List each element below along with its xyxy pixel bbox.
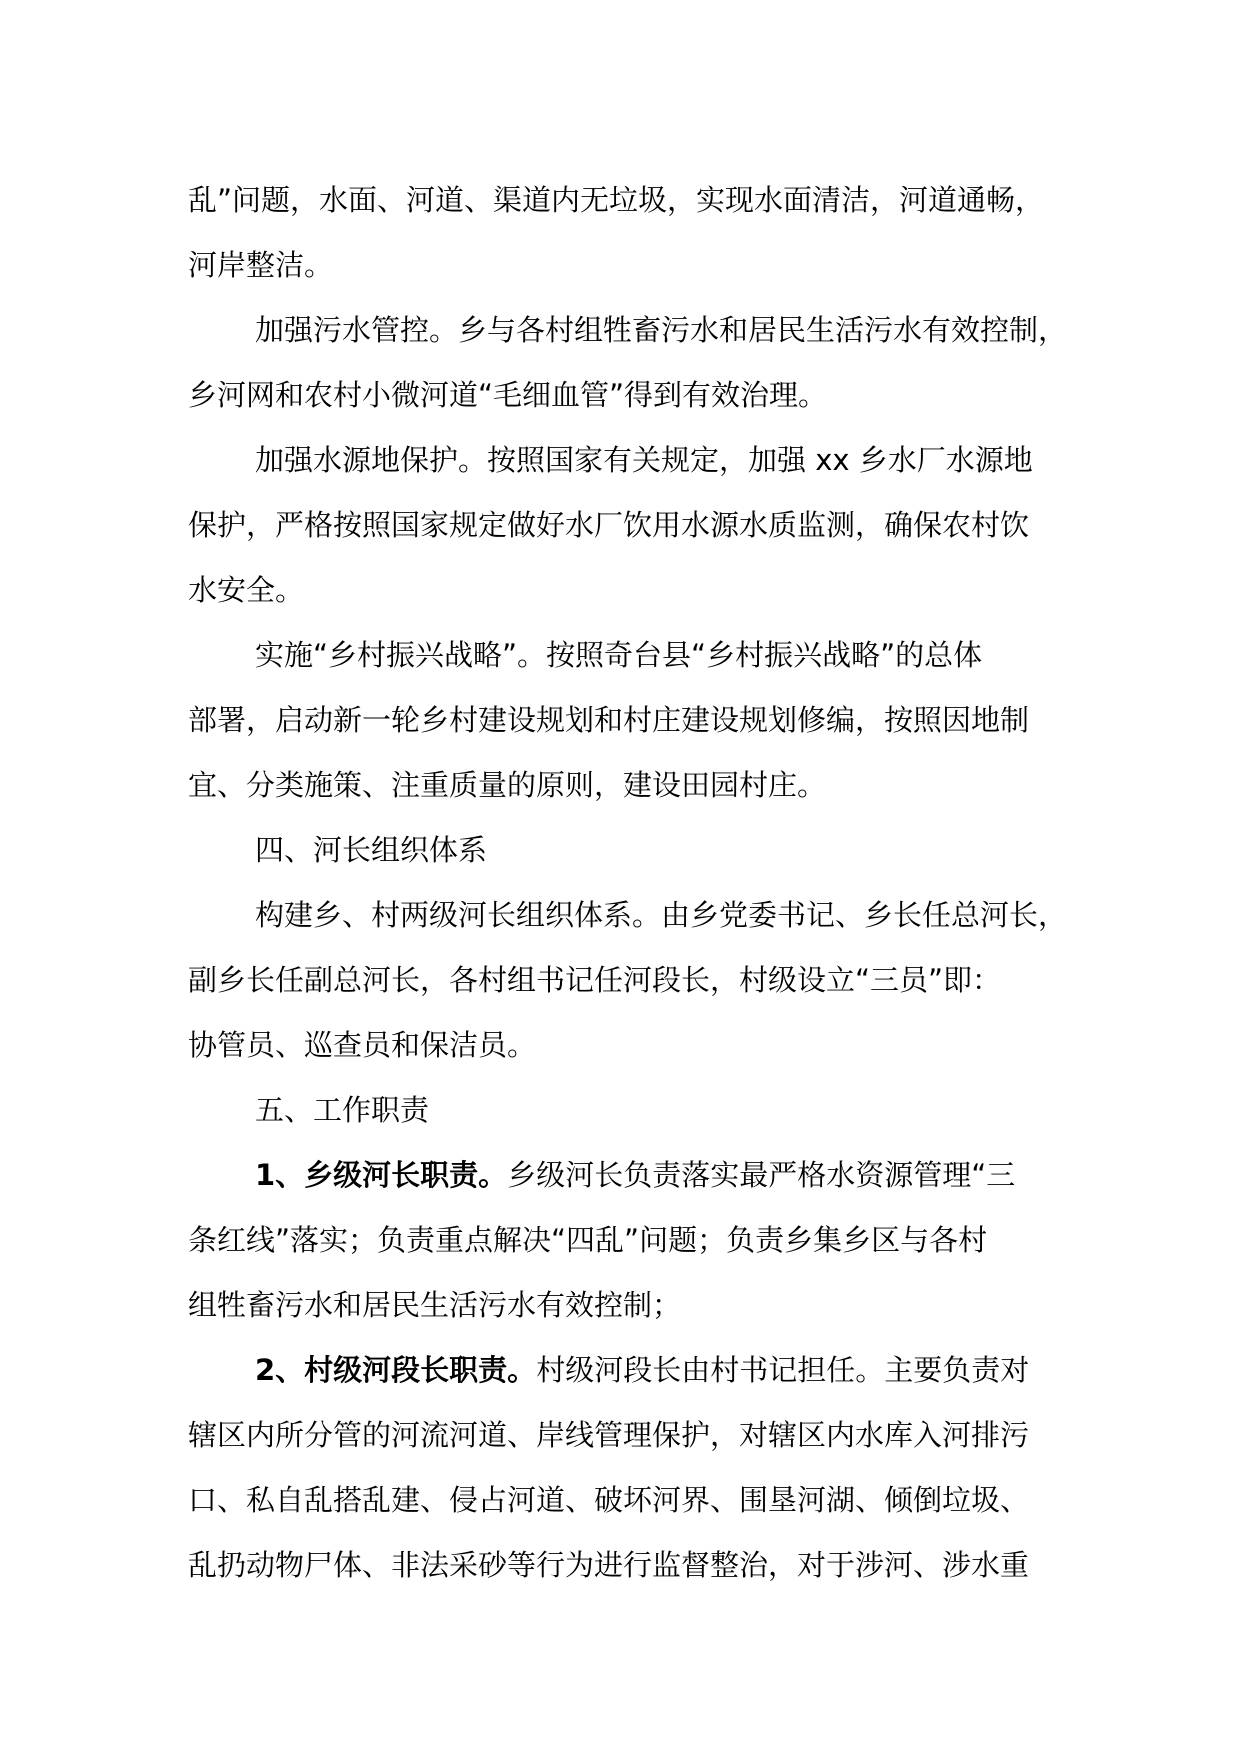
text-line — [188, 493, 1078, 558]
section-heading-five — [188, 1078, 1078, 1143]
text-line — [188, 1533, 1078, 1598]
line-text: 保护，严格按照国家规定做好水厂饮用水源水质监测，确保农村饮 — [188, 508, 1030, 542]
paragraph-start-line — [188, 1338, 1078, 1403]
line-text: 河岸整洁。 — [188, 248, 334, 282]
document-body — [188, 168, 1078, 1598]
text-line — [188, 168, 1078, 233]
line-text: 加强污水管控。乡与各村组牲畜污水和居民生活污水有效控制， — [255, 313, 1068, 347]
line-text: 条红线”落实；负责重点解决“四乱”问题；负责乡集乡区与各村 — [188, 1223, 988, 1257]
heading-text: 五、工作职责 — [255, 1093, 430, 1127]
line-text: 协管员、巡查员和保洁员。 — [188, 1028, 537, 1062]
item-heading-bold: 2、村级河段长职责。 — [255, 1353, 537, 1387]
line-text: 辖区内所分管的河流河道、岸线管理保护，对辖区内水库入河排污 — [188, 1418, 1030, 1452]
line-text: 副乡长任副总河长，各村组书记任河段长，村级设立“三员”即： — [188, 963, 1002, 997]
line-text: 实施“乡村振兴战略”。按照奇台县“乡村振兴战略”的总体 — [255, 638, 983, 672]
text-line — [188, 688, 1078, 753]
line-text: 宜、分类施策、注重质量的原则，建设田园村庄。 — [188, 768, 827, 802]
line-text: 加强水源地保护。按照国家有关规定，加强 xx 乡水厂水源地 — [255, 443, 1033, 477]
text-line — [188, 363, 1078, 428]
paragraph-start-line — [188, 298, 1078, 363]
text-line — [188, 1403, 1078, 1468]
text-line — [188, 1013, 1078, 1078]
paragraph-start-line — [188, 1143, 1078, 1208]
heading-text: 四、河长组织体系 — [255, 833, 488, 867]
line-text: 乱”问题，水面、河道、渠道内无垃圾，实现水面清洁，河道通畅， — [188, 183, 1045, 217]
item-heading-bold: 1、乡级河长职责。 — [255, 1158, 508, 1192]
line-text: 组牲畜污水和居民生活污水有效控制； — [188, 1288, 682, 1322]
paragraph-start-line — [188, 623, 1078, 688]
line-text: 口、私自乱搭乱建、侵占河道、破坏河界、围垦河湖、倾倒垃圾、 — [188, 1483, 1030, 1517]
text-line — [188, 1208, 1078, 1273]
line-text: 乡级河长负责落实最严格水资源管理“三 — [507, 1158, 1016, 1192]
line-text: 乱扔动物尸体、非法采砂等行为进行监督整治，对于涉河、涉水重 — [188, 1548, 1030, 1582]
line-text: 部署，启动新一轮乡村建设规划和村庄建设规划修编，按照因地制 — [188, 703, 1030, 737]
text-line — [188, 753, 1078, 818]
text-line — [188, 1273, 1078, 1338]
text-line — [188, 558, 1078, 623]
section-heading-four — [188, 818, 1078, 883]
text-line — [188, 1468, 1078, 1533]
line-text: 村级河段长由村书记担任。主要负责对 — [536, 1353, 1030, 1387]
line-text: 水安全。 — [188, 573, 305, 607]
paragraph-start-line — [188, 428, 1078, 493]
line-text: 乡河网和农村小微河道“毛细血管”得到有效治理。 — [188, 378, 828, 412]
text-line — [188, 948, 1078, 1013]
line-text: 构建乡、村两级河长组织体系。由乡党委书记、乡长任总河长， — [255, 898, 1068, 932]
paragraph-start-line — [188, 883, 1078, 948]
text-line — [188, 233, 1078, 298]
